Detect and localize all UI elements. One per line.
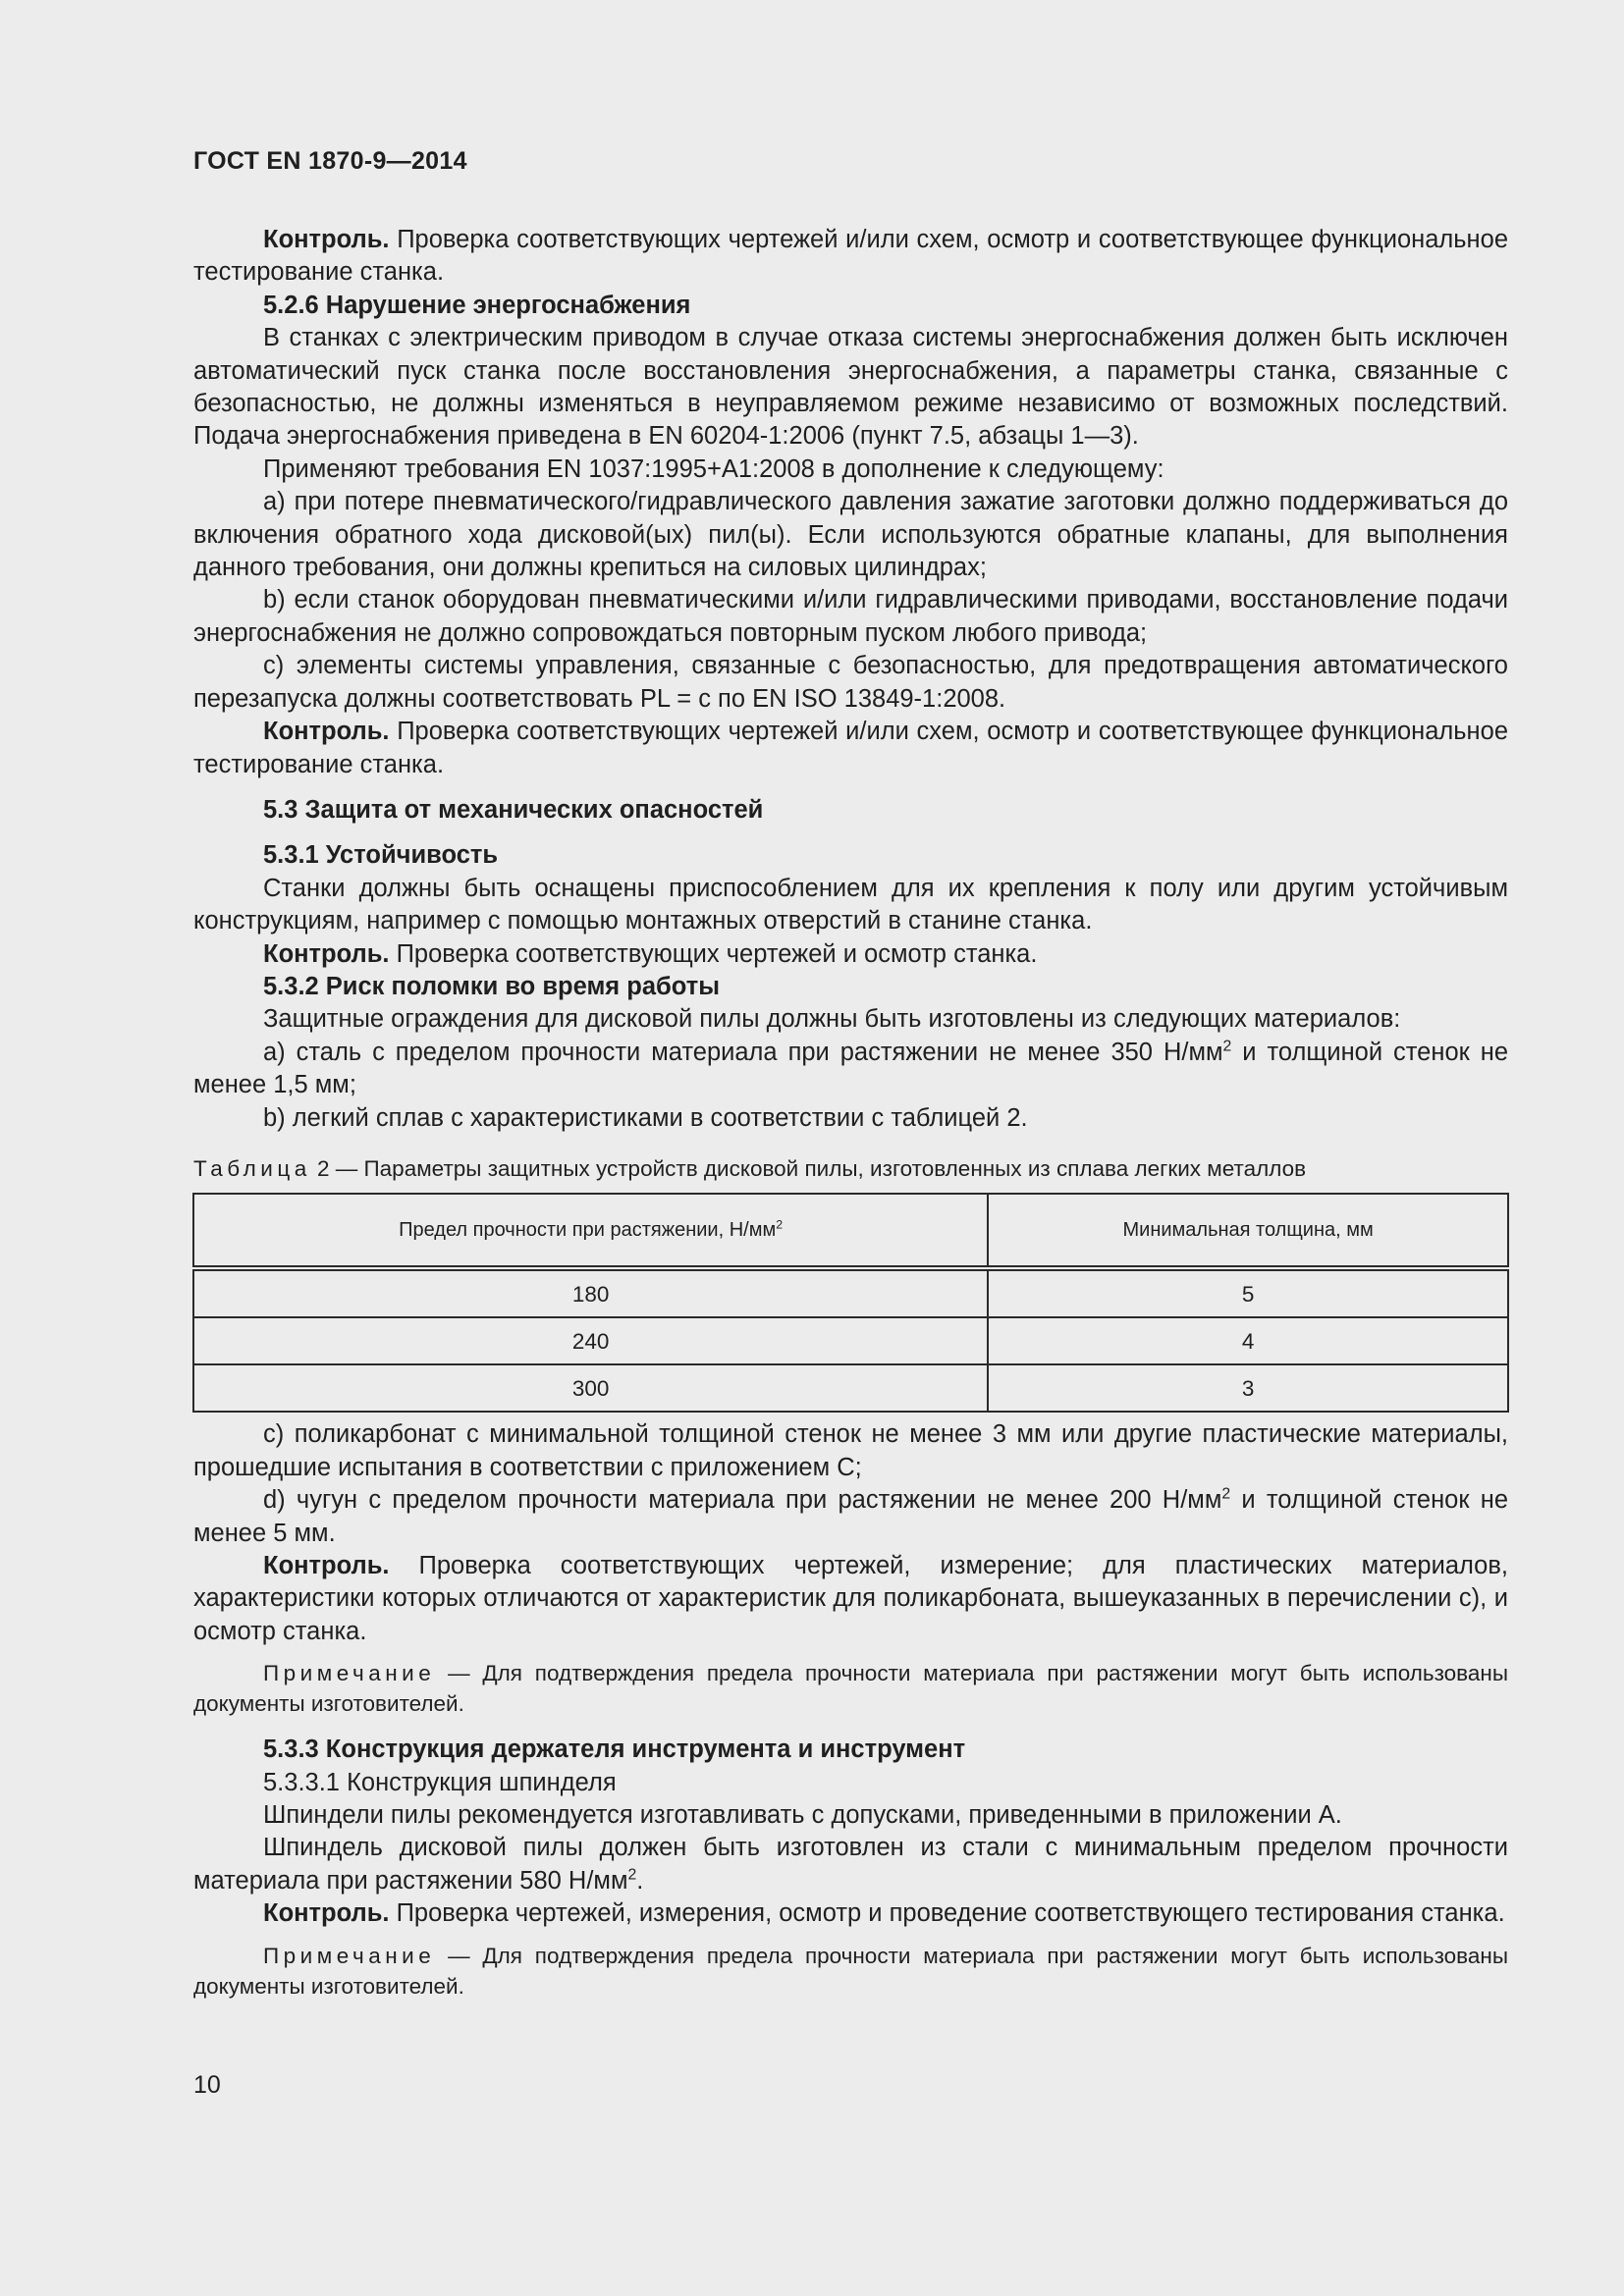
list-item-b: b) легкий сплав с характеристиками в соответствии с таблицей 2. [263, 1103, 1028, 1132]
table-row [193, 1268, 1508, 1317]
control-paragraph: Контроль. Проверка соответствующих чертежей и/или схем, осмотр и соответствующее функциональное тестирование станка. [193, 226, 1508, 287]
paragraph: Шпиндели пилы рекомендуется изготавливать с допусками, приведенными в приложении A. [263, 1801, 1342, 1830]
control-label: Контроль. [263, 939, 390, 968]
paragraph: Применяют требования EN 1037:1995+A1:2008 в дополнение к следующему: [263, 454, 1164, 483]
table-header-cell: Предел прочности при растяжении, $Н/мм^2$ [193, 1194, 988, 1268]
table-cell: 300 [193, 1364, 988, 1412]
list-item-a: a) сталь с пределом прочности материала при растяжении не менее 350 $Н/мм^2$ и толщиной стенок не менее 1,5 мм; [193, 1038, 1509, 1099]
table-cell: 5 [988, 1268, 1508, 1317]
document-body [193, 224, 1508, 2002]
section-5-2-6-title: 5.2.6 Нарушение энергоснабжения [263, 291, 691, 319]
section-5-3-1-title: 5.3.1 Устойчивость [263, 841, 499, 870]
section-5-3-2-title: 5.3.2 Риск поломки во время работы [263, 972, 720, 1000]
table-header-row [193, 1194, 1508, 1268]
table-row [193, 1317, 1508, 1364]
control-paragraph: Контроль. Проверка соответствующих чертежей, измерение; для пластических материалов, характеристики которых отличаются от характеристик для поликарбоната, вышеуказанных в перечислении c), и осмотр станка. [193, 1552, 1508, 1645]
paragraph: Защитные ограждения для дисковой пилы должны быть изготовлены из следующих материалов: [263, 1005, 1401, 1034]
list-item-c: c) элементы системы управления, связанные с безопасностью, для предотвращения автоматического перезапуска должны соответствовать PL = c по EN ISO 13849-1:2008. [193, 652, 1508, 713]
table-header-cell: Минимальная толщина, мм [988, 1194, 1508, 1268]
list-item-b: b) если станок оборудован пневматическими и/или гидравлическими приводами, восстановление подачи энергоснабжения не должно сопровождаться повторным пуском любого привода; [193, 586, 1508, 647]
control-paragraph: Контроль. Проверка соответствующих чертежей и/или схем, осмотр и соответствующее функциональное тестирование станка. [193, 718, 1508, 778]
document-header: ГОСТ EN 1870-9—2014 [193, 147, 467, 175]
paragraph: Станки должны быть оснащены приспособлением для их крепления к полу или другим устойчивым конструкциям, например с помощью монтажных отверстий в станине станка. [193, 874, 1508, 935]
table-cell: 4 [988, 1317, 1508, 1364]
control-label: Контроль. [263, 718, 390, 746]
paragraph: В станках с электрическим приводом в случае отказа системы энергоснабжения должен быть исключен автоматический пуск станка после восстановления энергоснабжения, а параметры станка, связанные с безопасностью, не должны изменяться в неуправляемом режиме независимо от возможных последствий. Подача энергоснабжения приведена в EN 60204-1:2006 (пункт 7.5, абзацы 1—3). [193, 324, 1508, 451]
table-cell: 240 [193, 1317, 988, 1364]
note: Примечание — Для подтверждения предела прочности материала при растяжении могут быть использованы документы изготовителей. [193, 1661, 1508, 1717]
section-5-3-3-title: 5.3.3 Конструкция держателя инструмента и инструмент [263, 1735, 966, 1764]
table-cell: 180 [193, 1268, 988, 1317]
table-row [193, 1364, 1508, 1412]
table-cell: 3 [988, 1364, 1508, 1412]
paragraph: Шпиндель дисковой пилы должен быть изготовлен из стали с минимальным пределом прочности материала при растяжении 580 $Н/мм^2$. [193, 1834, 1508, 1895]
section-5-3-title: 5.3 Защита от механических опасностей [263, 795, 764, 824]
list-item-a: a) при потере пневматического/гидравлического давления зажатие заготовки должно поддерживаться до включения обратного хода дисковой(ых) пил(ы). Если используются обратные клапаны, для выполнения данного требования, они должны крепиться на силовых цилиндрах; [193, 488, 1508, 582]
section-5-3-3-1-title: 5.3.3.1 Конструкция шпинделя [263, 1768, 617, 1796]
page-number: 10 [193, 2071, 221, 2099]
control-paragraph: Контроль. Проверка чертежей, измерения, осмотр и проведение соответствующего тестирования станка. [263, 1899, 1505, 1928]
list-item-d: d) чугун с пределом прочности материала при растяжении не менее 200 $Н/мм^2$ и толщиной стенок не менее 5 мм. [193, 1485, 1508, 1547]
note: Примечание — Для подтверждения предела прочности материала при растяжении могут быть использованы документы изготовителей. [193, 1943, 1508, 1999]
control-label: Контроль. [263, 1552, 390, 1579]
control-paragraph: Контроль. Проверка соответствующих чертежей и осмотр станка. [263, 939, 1038, 968]
list-item-c: c) поликарбонат с минимальной толщиной стенок не менее 3 мм или другие пластические материалы, прошедшие испытания в соответствии с приложением C; [193, 1420, 1508, 1481]
control-label: Контроль. [263, 1899, 390, 1928]
parameters-table [192, 1193, 1509, 1413]
table-caption: Таблица 2 — Параметры защитных устройств дисковой пилы, изготовленных из сплава легких металлов [193, 1155, 1307, 1181]
control-label: Контроль. [263, 226, 390, 253]
